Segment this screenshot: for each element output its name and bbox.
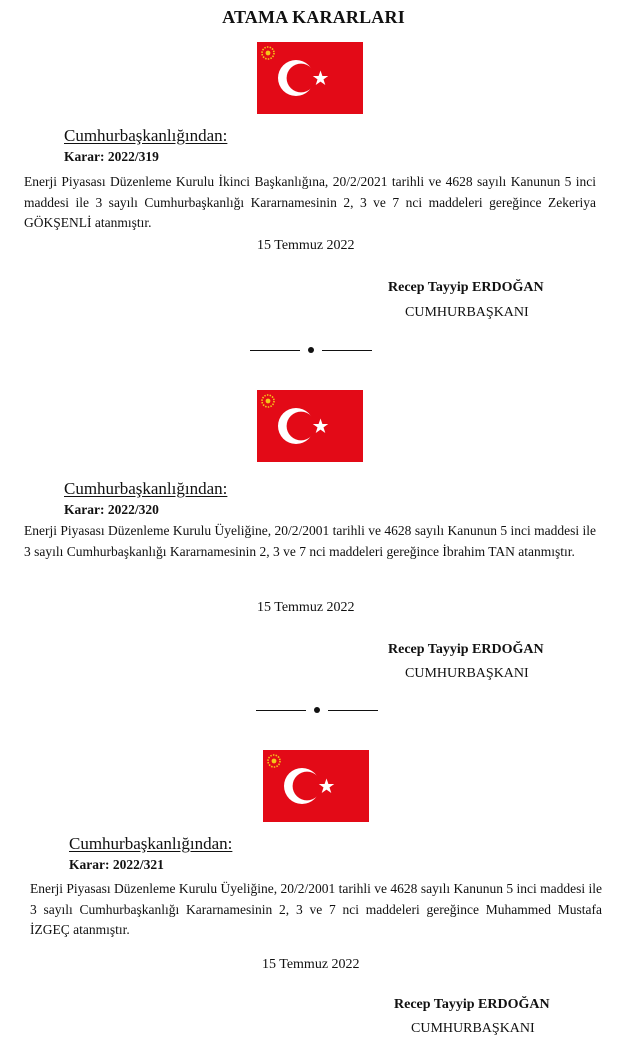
signer-title: CUMHURBAŞKANI bbox=[411, 1021, 535, 1036]
decree-date: 15 Temmuz 2022 bbox=[257, 600, 355, 615]
bullet-dot-icon bbox=[308, 347, 314, 353]
issuer-heading: Cumhurbaşkanlığından: bbox=[69, 834, 233, 853]
decree-body: Enerji Piyasası Düzenleme Kurulu Üyeliğine, 20/2/2001 tarihli ve 4628 sayılı Kanunun 5 inci maddesi ile 3 sayılı Cumhurbaşkanlığı Kararnamesinin 2, 3 ve 7 nci maddeleri gereğince Muhammed Mustafa İZGEÇ atanmıştır. bbox=[30, 881, 602, 937]
decree-date: 15 Temmuz 2022 bbox=[262, 957, 360, 972]
decree-body: Enerji Piyasası Düzenleme Kurulu İkinci Başkanlığına, 20/2/2021 tarihli ve 4628 sayılı Kanunun 5 inci maddesi ile 3 sayılı Cumhurbaşkanlığı Kararnamesinin 2, 3 ve 7 nci maddeleri gereğince Zekeriya GÖKŞENLİ atanmıştır. bbox=[24, 174, 596, 230]
signer-name: Recep Tayyip ERDOĞAN bbox=[388, 642, 544, 657]
presidential-flag-icon bbox=[257, 390, 363, 462]
separator-line bbox=[256, 710, 306, 711]
decree-date: 15 Temmuz 2022 bbox=[257, 238, 355, 253]
section-separator bbox=[250, 345, 372, 355]
separator-line bbox=[250, 350, 300, 351]
decision-number: Karar: 2022/321 bbox=[69, 857, 164, 872]
presidential-flag-icon bbox=[263, 750, 369, 822]
signer-title: CUMHURBAŞKANI bbox=[405, 666, 529, 681]
decision-number: Karar: 2022/319 bbox=[64, 149, 159, 164]
signer-title: CUMHURBAŞKANI bbox=[405, 305, 529, 320]
issuer-heading: Cumhurbaşkanlığından: bbox=[64, 479, 228, 498]
section-separator bbox=[256, 705, 378, 715]
signer-name: Recep Tayyip ERDOĞAN bbox=[394, 997, 550, 1012]
decree-body: Enerji Piyasası Düzenleme Kurulu Üyeliğine, 20/2/2001 tarihli ve 4628 sayılı Kanunun 5 inci maddesi ile 3 sayılı Cumhurbaşkanlığı Kararnamesinin 2, 3 ve 7 nci maddeleri gereğince İbrahim TAN atanmıştır. bbox=[24, 523, 596, 559]
issuer-heading: Cumhurbaşkanlığından: bbox=[64, 126, 228, 145]
separator-line bbox=[322, 350, 372, 351]
bullet-dot-icon bbox=[314, 707, 320, 713]
signer-name: Recep Tayyip ERDOĞAN bbox=[388, 280, 544, 295]
separator-line bbox=[328, 710, 378, 711]
decision-number: Karar: 2022/320 bbox=[64, 502, 159, 517]
page-title: ATAMA KARARLARI bbox=[222, 7, 405, 27]
